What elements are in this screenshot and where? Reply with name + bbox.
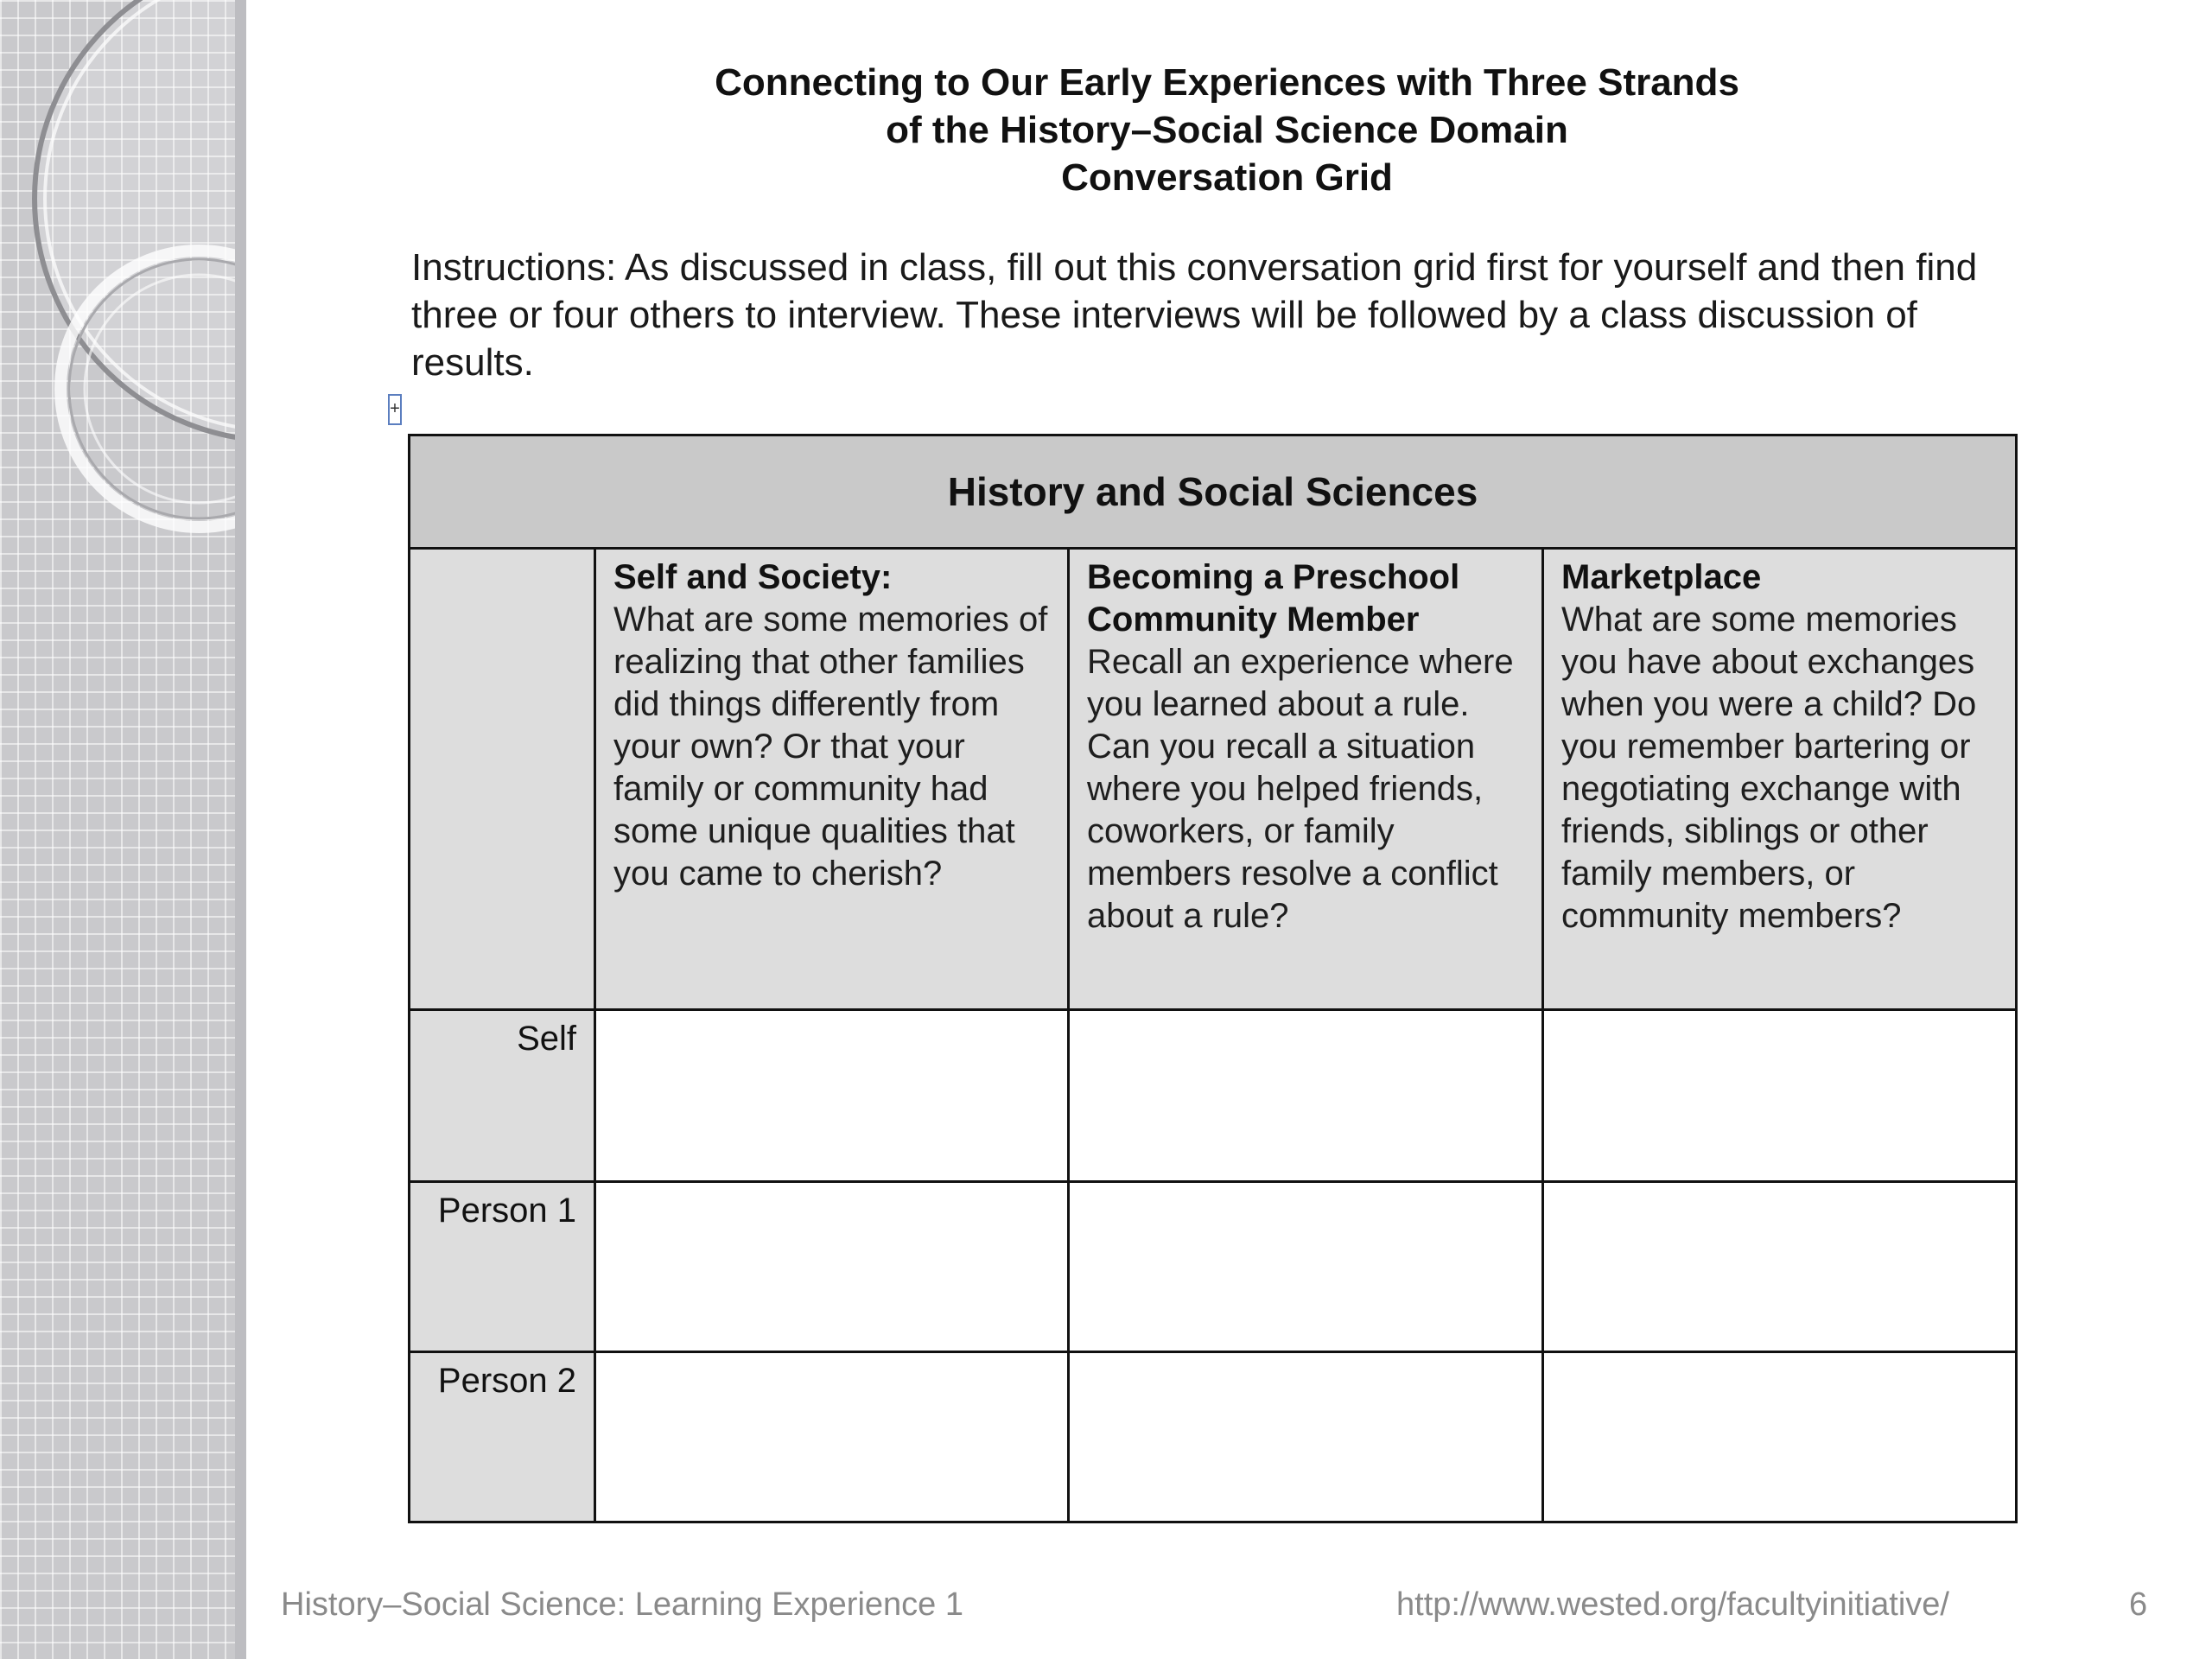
decorative-sidebar: [0, 0, 246, 1659]
column-preschool-community: [1069, 549, 1543, 1010]
conversation-grid: [408, 434, 2015, 1529]
response-cell[interactable]: [1543, 1352, 2017, 1522]
sidebar-edge: [235, 0, 246, 1659]
page-title: [380, 59, 2074, 201]
response-cell[interactable]: [1069, 1182, 1543, 1352]
column-question: Recall an experience where you learned about a rule. Can you recall a situation where you helped friends, coworkers, or family members resolve a conflict about a rule?: [1087, 643, 1514, 935]
conversation-table: [408, 434, 2018, 1523]
instructions-text: Instructions: As discussed in class, fill out this conversation grid first for yourself and then find three or four others to interview. These interviews will be followed by a class discussion of results.: [411, 246, 1978, 384]
column-question: What are some memories of realizing that other families did things differently from your own? Or that your family or community had some unique qualities that you came to cherish?: [613, 601, 1048, 893]
response-cell[interactable]: [595, 1182, 1069, 1352]
title-line-2: of the History–Social Science Domain: [886, 109, 1568, 151]
table-row: [410, 1010, 2017, 1182]
footer-title: History–Social Science: Learning Experience 1: [281, 1586, 963, 1623]
column-title: Self and Society:: [613, 558, 893, 596]
response-cell[interactable]: [595, 1352, 1069, 1522]
response-cell[interactable]: [1069, 1010, 1543, 1182]
response-cell[interactable]: [1069, 1352, 1543, 1522]
column-title: Marketplace: [1561, 558, 1762, 596]
column-marketplace: [1543, 549, 2017, 1010]
title-line-1: Connecting to Our Early Experiences with Three Strands: [715, 61, 1739, 104]
swirl-decoration-icon: [0, 0, 246, 553]
page-number: 6: [2129, 1586, 2148, 1623]
table-header: History and Social Sciences: [410, 435, 2017, 549]
title-line-3: Conversation Grid: [1061, 156, 1393, 199]
table-row: [410, 1352, 2017, 1522]
row-label-person-2: Person 2: [410, 1352, 595, 1522]
table-move-handle-icon[interactable]: +: [388, 394, 402, 425]
column-self-and-society: [595, 549, 1069, 1010]
response-cell[interactable]: [595, 1010, 1069, 1182]
corner-cell: [410, 549, 595, 1010]
response-cell[interactable]: [1543, 1182, 2017, 1352]
response-cell[interactable]: [1543, 1010, 2017, 1182]
row-label-person-1: Person 1: [410, 1182, 595, 1352]
column-title: Becoming a Preschool Community Member: [1087, 558, 1460, 639]
row-label-self: Self: [410, 1010, 595, 1182]
table-row: [410, 1182, 2017, 1352]
column-question: What are some memories you have about exchanges when you were a child? Do you remember bartering or negotiating exchange with friends, siblings or other family members, or community members?: [1561, 601, 1977, 935]
footer-url-link[interactable]: http://www.wested.org/facultyinitiative/: [1396, 1586, 1949, 1623]
